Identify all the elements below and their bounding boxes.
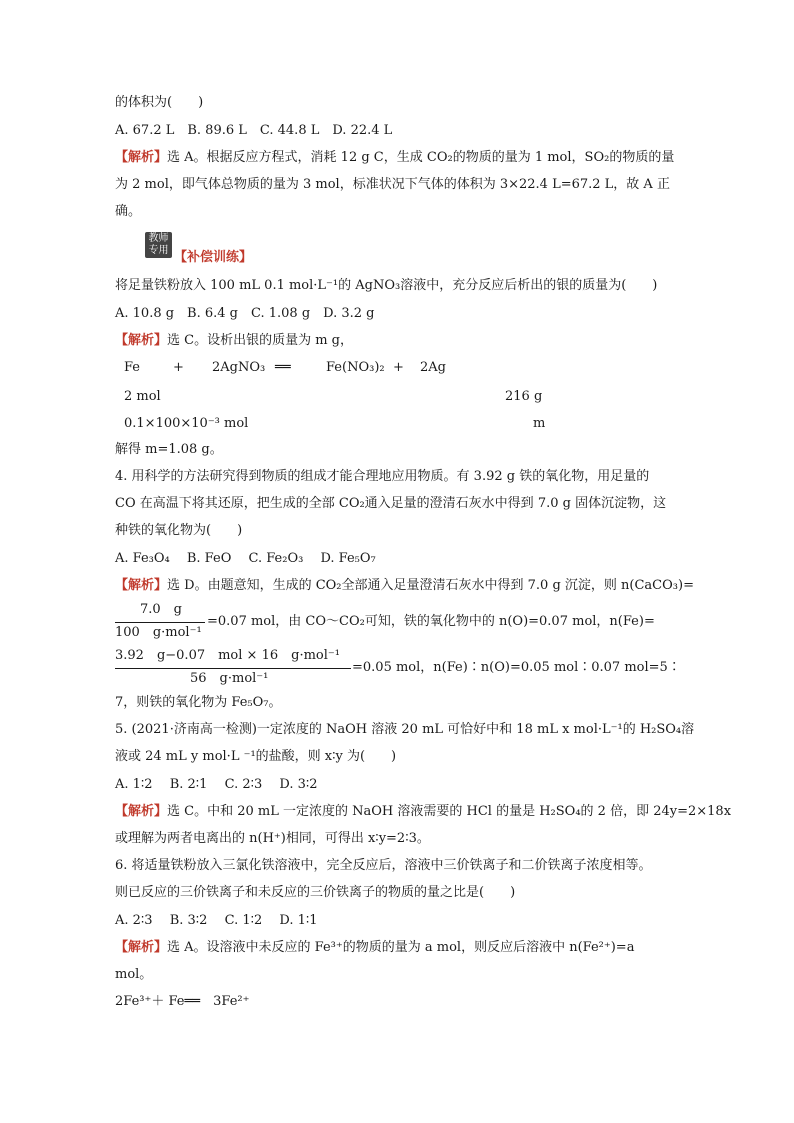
analysis-label: 【解析】 xyxy=(115,150,168,165)
badge-line-2: 专用 xyxy=(148,245,169,256)
q3-analysis-line-2: 为 2 mol，即气体总物质的量为 3 mol，标准状况下气体的体积为 3×22.4 L=67.2 L，故 A 正 xyxy=(115,177,670,192)
analysis-label: 【解析】 xyxy=(115,333,168,348)
q4-stem-line-1: 4. 用科学的方法研究得到物质的组成才能合理地应用物质。有 3.92 g 铁的氧化物，用足量的 xyxy=(115,469,650,484)
fraction-2-numerator: 3.92 g−0.07 mol × 16 g·mol⁻¹ xyxy=(115,648,340,663)
supp-result: 解得 m=1.08 g。 xyxy=(115,442,223,457)
fraction-1-rest: =0.07 mol，由 CO～CO₂可知，铁的氧化物中的 n(O)=0.07 mol，n(Fe)= xyxy=(207,614,655,629)
eq-ag: 2Ag xyxy=(420,360,446,375)
q6-analysis-text-1: 选 A。设溶液中未反应的 Fe³⁺的物质的量为 a mol，则反应后溶液中 n(Fe²⁺)=a xyxy=(167,940,635,955)
q5-stem-line-2: 液或 24 mL y mol·L ⁻¹的盐酸，则 x∶y 为( ) xyxy=(115,749,397,764)
fraction-2-denominator: 56 g·mol⁻¹ xyxy=(190,671,269,686)
q6-analysis-line-2: mol。 xyxy=(115,967,153,982)
eq-fe: Fe xyxy=(124,360,141,375)
eq-feno3: Fe(NO₃)₂ xyxy=(326,360,385,375)
ratio-row-2-mol: 0.1×100×10⁻³ mol xyxy=(124,416,249,431)
analysis-label: 【解析】 xyxy=(115,940,168,955)
ratio-row-2-m: m xyxy=(533,416,546,431)
fraction-1-numerator: 7.0 g xyxy=(140,602,182,617)
q5-analysis-line-1 xyxy=(115,802,731,822)
supp-analysis-text-1: 选 C。设析出银的质量为 m g， xyxy=(167,333,354,348)
supp-options: A. 10.8 g B. 6.4 g C. 1.08 g D. 3.2 g xyxy=(115,306,375,321)
supplementary-title: 【补偿训练】 xyxy=(174,250,253,265)
q3-analysis-line-3: 确。 xyxy=(115,204,142,219)
q4-stem-line-2: CO 在高温下将其还原，把生成的全部 CO₂通入足量的澄清石灰水中得到 7.0 g 固体沉淀物，这 xyxy=(115,496,667,511)
q3-options: A. 67.2 L B. 89.6 L C. 44.8 L D. 22.4 L xyxy=(115,123,393,138)
ratio-row-1-g: 216 g xyxy=(505,389,543,404)
fraction-1-denominator: 100 g·mol⁻¹ xyxy=(115,625,202,640)
eq-plus-1: + xyxy=(173,360,184,375)
q4-analysis-line-1 xyxy=(115,576,694,596)
q3-analysis-line-1 xyxy=(115,148,674,168)
supp-analysis-line-1 xyxy=(115,331,353,351)
q4-conclusion: 7，则铁的氧化物为 Fe₅O₇。 xyxy=(115,695,282,710)
q4-options: A. Fe₃O₄ B. FeO C. Fe₂O₃ D. Fe₅O₇ xyxy=(115,551,376,566)
supp-question: 将足量铁粉放入 100 mL 0.1 mol·L⁻¹的 AgNO₃溶液中，充分反应后析出的银的质量为( ) xyxy=(115,278,658,293)
ratio-row-1-mol: 2 mol xyxy=(124,389,161,404)
teacher-only-badge-icon xyxy=(145,232,172,258)
q4-analysis-text-1: 选 D。由题意知，生成的 CO₂全部通入足量澄清石灰水中得到 7.0 g 沉淀，则 n(CaCO₃)= xyxy=(167,578,694,593)
q6-analysis-line-1 xyxy=(115,938,634,958)
badge-line-1: 教师 xyxy=(148,233,169,244)
q3-analysis-text-1: 选 A。根据反应方程式，消耗 12 g C，生成 CO₂的物质的量为 1 mol，SO₂的物质的量 xyxy=(167,150,675,165)
q5-stem-line-1: 5. (2021·济南高一检测)一定浓度的 NaOH 溶液 20 mL 可恰好中和 18 mL x mol·L⁻¹的 H₂SO₄溶 xyxy=(115,722,695,737)
q6-equation: 2Fe³⁺＋ Fe══ 3Fe²⁺ xyxy=(115,994,250,1009)
eq-equals: ══ xyxy=(275,360,291,375)
q3-stem-tail: 的体积为( ) xyxy=(115,95,204,110)
q5-analysis-text-1: 选 C。中和 20 mL 一定浓度的 NaOH 溶液需要的 HCl 的量是 H₂SO₄的 2 倍，即 24y=2×18x xyxy=(167,804,732,819)
q6-stem-line-2: 则已反应的三价铁离子和未反应的三价铁离子的物质的量之比是( ) xyxy=(115,885,516,900)
q6-options: A. 2∶3 B. 3∶2 C. 1∶2 D. 1∶1 xyxy=(115,913,318,928)
q6-stem-line-1: 6. 将适量铁粉放入三氯化铁溶液中，完全反应后，溶液中三价铁离子和二价铁离子浓度相等。 xyxy=(115,858,652,873)
q5-options: A. 1∶2 B. 2∶1 C. 2∶3 D. 3∶2 xyxy=(115,777,318,792)
q5-analysis-line-2: 或理解为两者电离出的 n(H⁺)相同，可得出 x∶y=2∶3。 xyxy=(115,831,430,846)
analysis-label: 【解析】 xyxy=(115,804,168,819)
q4-stem-line-3: 种铁的氧化物为( ) xyxy=(115,523,243,538)
fraction-2-rest: =0.05 mol，n(Fe)∶n(O)=0.05 mol∶0.07 mol=5∶ xyxy=(352,660,681,675)
eq-agno3: 2AgNO₃ xyxy=(212,360,266,375)
eq-plus-2: + xyxy=(393,360,404,375)
analysis-label: 【解析】 xyxy=(115,578,168,593)
